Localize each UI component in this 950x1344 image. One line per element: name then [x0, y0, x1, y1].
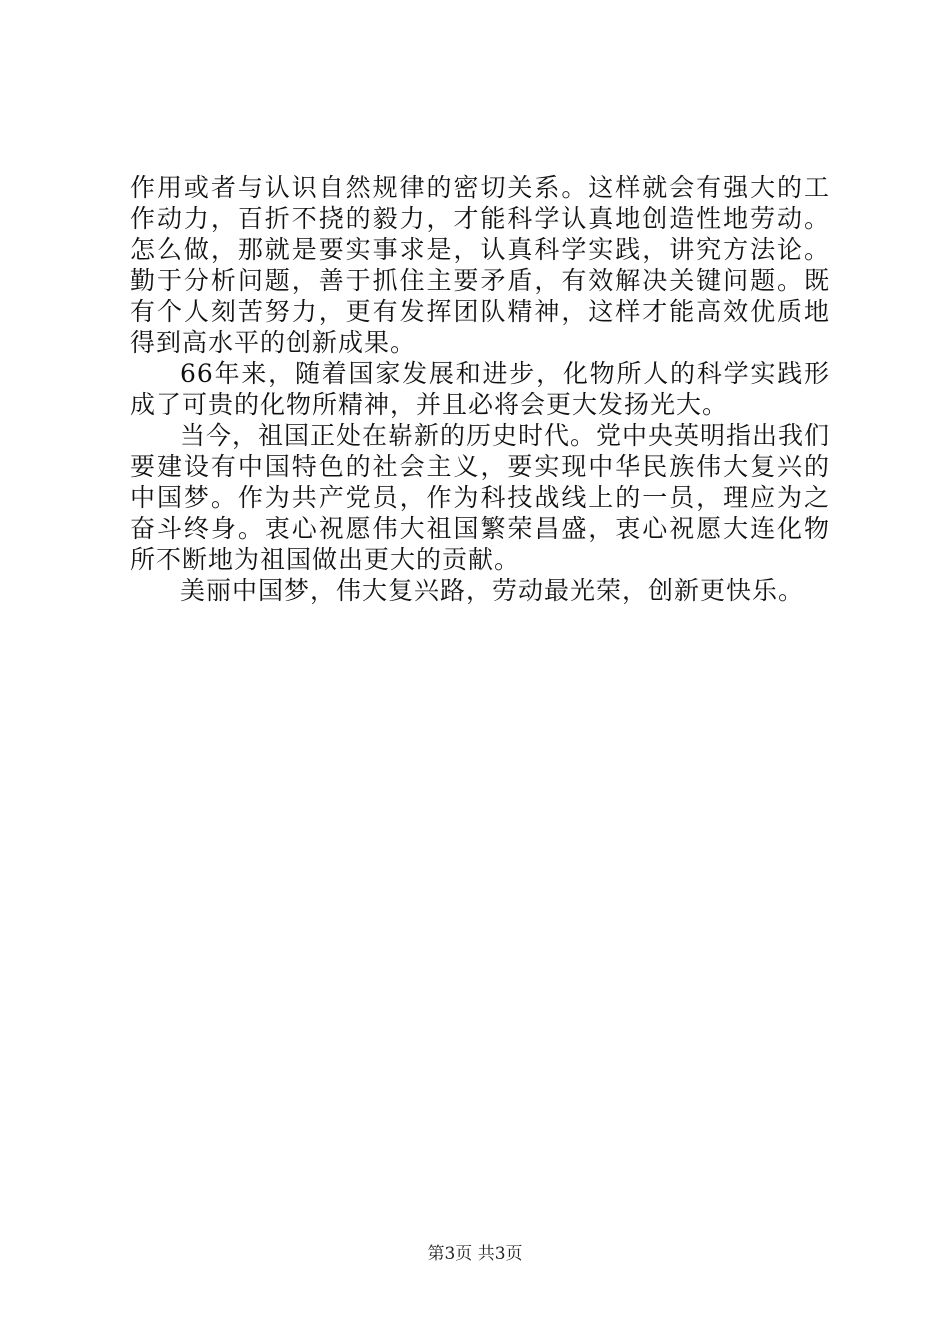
paragraph-closing-slogan: 美丽中国梦，伟大复兴路，劳动最光荣，创新更快乐。 — [180, 576, 805, 605]
paragraph-continuation: 作用或者与认识自然规律的密切关系。这样就会有强大的工作动力，百折不挠的毅力，才能科学认真地创造性地劳动。怎么做，那就是要实事求是，认真科学实践，讲究方法论。勤于分析问题，善于抓住主要矛盾，有效解决关键问题。既有个人刻苦努力，更有发挥团队精神，这样才能高效优质地得到高水平的创新成果。 — [130, 173, 830, 357]
paragraph-66-years: 66年来，随着国家发展和进步，化物所人的科学实践形成了可贵的化物所精神，并且必将会更大发扬光大。 — [130, 359, 830, 419]
page-number-footer: 第3页 共3页 — [427, 1244, 523, 1264]
document-body — [130, 172, 830, 606]
paragraph-new-era: 当今，祖国正处在崭新的历史时代。党中央英明指出我们要建设有中国特色的社会主义，要实现中华民族伟大复兴的中国梦。作为共产党员，作为科技战线上的一员，理应为之奋斗终身。衷心祝愿伟大祖国繁荣昌盛，衷心祝愿大连化物所不断地为祖国做出更大的贡献。 — [130, 421, 831, 574]
